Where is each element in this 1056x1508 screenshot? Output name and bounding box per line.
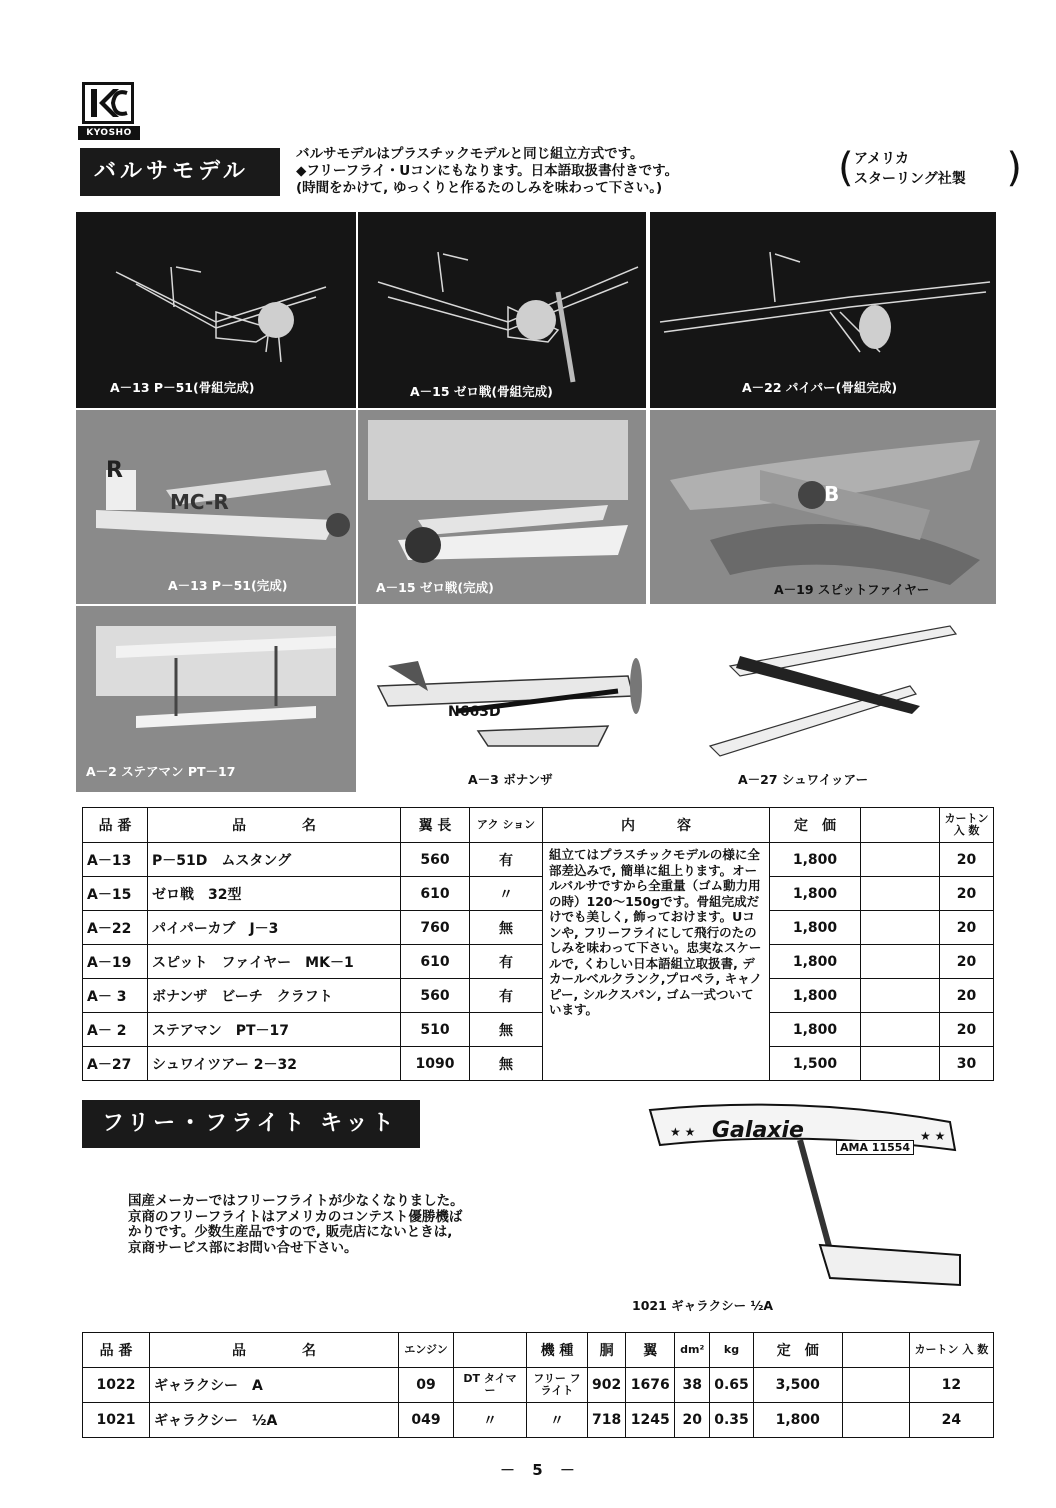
roundel-letter: B — [824, 482, 840, 506]
airplane-image — [358, 606, 648, 766]
cell-carton: 20 — [940, 843, 994, 877]
glider-image — [650, 606, 996, 766]
cell-span: 560 — [401, 843, 470, 877]
table-row — [83, 877, 994, 911]
cell-name: ステアマン PT－17 — [148, 1013, 401, 1047]
galaxie-image — [640, 1100, 980, 1290]
ama-number: AMA 11554 — [836, 1140, 914, 1155]
photo-bonanza — [358, 606, 648, 792]
airplane-frame-image — [358, 212, 646, 408]
section-title-free-flight: フリー・フライト キット — [82, 1100, 420, 1148]
cell-action: 無 — [470, 1047, 543, 1081]
cell-fuselage: 718 — [588, 1403, 626, 1438]
photo-caption: A－22 パイパー(骨組完成) — [742, 380, 898, 395]
cell-carton: 20 — [940, 945, 994, 979]
intro-line: バルサモデルはプラスチックモデルと同じ組立方式です。 — [296, 146, 644, 162]
photo-caption: A－13 P－51(完成) — [168, 578, 288, 593]
cell-price: 1,800 — [753, 1403, 842, 1438]
svg-text:★ ★: ★ ★ — [920, 1129, 946, 1143]
cell-blank — [861, 877, 940, 911]
airplane-image — [650, 410, 996, 604]
balsa-intro — [296, 146, 816, 197]
galaxie-wing-name: Galaxie — [712, 1118, 804, 1143]
col-header: 翼 長 — [401, 808, 470, 843]
text-line: かりです。少数生産品ですので, 販売店にないときは, — [128, 1224, 453, 1240]
cell-name: ギャラクシー A — [150, 1368, 399, 1403]
photo-caption: A－15 ゼロ戦(骨組完成) — [410, 384, 553, 399]
cell-code: 1021 — [83, 1403, 150, 1438]
cell-span: 610 — [401, 877, 470, 911]
cell-price: 1,800 — [770, 911, 861, 945]
maker-country: アメリカ — [854, 151, 910, 167]
free-flight-table — [82, 1332, 994, 1438]
cell-carton: 20 — [940, 877, 994, 911]
cell-price: 1,800 — [770, 979, 861, 1013]
col-header: kg — [710, 1333, 754, 1368]
registration: N663D — [448, 704, 501, 720]
logo-word: KYOSHO — [78, 126, 140, 140]
col-header — [842, 1333, 909, 1368]
balsa-kit-table — [82, 807, 994, 1081]
photo-spitfire — [650, 410, 996, 604]
cell-engine: 09 — [399, 1368, 454, 1403]
cell-action: 無 — [470, 911, 543, 945]
cell-code: A－13 — [83, 843, 148, 877]
cell-price: 1,500 — [770, 1047, 861, 1081]
cell-price: 1,800 — [770, 877, 861, 911]
cell-code: 1022 — [83, 1368, 150, 1403]
cell-action: 有 — [470, 945, 543, 979]
cell-span: 760 — [401, 911, 470, 945]
cell-action: 有 — [470, 843, 543, 877]
photo-caption: A－13 P－51(骨組完成) — [110, 380, 255, 395]
photo-schweizer — [650, 606, 996, 792]
maker-company: スターリング社製 — [854, 171, 966, 187]
photo-caption: A－3 ボナンザ — [468, 772, 553, 787]
col-header: 品 番 — [83, 808, 148, 843]
cell-name: スピット ファイヤー MK－1 — [148, 945, 401, 979]
galaxie-caption: 1021 ギャラクシー ½A — [632, 1298, 774, 1313]
cell-price: 1,800 — [770, 843, 861, 877]
cell-price: 1,800 — [770, 945, 861, 979]
airplane-image — [358, 410, 646, 604]
free-flight-plane-image — [640, 1100, 980, 1290]
cell-blank — [842, 1368, 909, 1403]
photo-p51-frame — [76, 212, 356, 408]
col-header: エンジン — [399, 1333, 454, 1368]
photo-caption: A－2 ステアマン PT－17 — [86, 764, 236, 779]
tail-letter: R — [106, 458, 123, 483]
kyosho-logo — [78, 80, 140, 142]
cell-fuselage: 902 — [588, 1368, 626, 1403]
table-row — [83, 979, 994, 1013]
cell-name: シュワイツアー 2－32 — [148, 1047, 401, 1081]
cell-code: A－22 — [83, 911, 148, 945]
cell-weight: 0.65 — [710, 1368, 754, 1403]
cell-description: 組立てはプラスチックモデルの様に全部差込みで, 簡単に組上ります。オールバルサですから全重量（ゴム動力用の時）120～150gです。骨組完成だけでも美しく, 飾っておけます。Uコンや, フリーフライにして飛行のたのしみを味わって下さい。忠実なスケールで, くわしい日本語組立取扱書, デカールベルクランク,プロペラ, キャノピー, シルクスパン, ゴム一式ついています。 — [543, 843, 770, 1081]
cell-code: A－ 2 — [83, 1013, 148, 1047]
table-header-row — [83, 808, 994, 843]
photo-stearman — [76, 606, 356, 792]
col-header: 機 種 — [527, 1333, 588, 1368]
photo-zero-built — [358, 410, 646, 604]
col-header — [861, 808, 940, 843]
table-header-row — [83, 1333, 994, 1368]
cell-carton: 24 — [909, 1403, 993, 1438]
photo-piper-frame — [650, 212, 996, 408]
cell-code: A－19 — [83, 945, 148, 979]
intro-line: ◆フリーフライ・Uコンにもなります。日本語取扱書付きです。 — [296, 163, 679, 179]
cell-blank — [861, 911, 940, 945]
table-row — [83, 843, 994, 877]
intro-line: (時間をかけて, ゆっくりと作るたのしみを味わって下さい。) — [296, 180, 663, 196]
col-header: 品 名 — [148, 808, 401, 843]
table-row — [83, 1368, 994, 1403]
cell-span: 610 — [401, 945, 470, 979]
text-line: 京商サービス部にお問い合せ下さい。 — [128, 1239, 358, 1256]
cell-blank — [861, 1047, 940, 1081]
col-header: 内 容 — [543, 808, 770, 843]
cell-type: 〃 — [527, 1403, 588, 1438]
photo-zero-frame — [358, 212, 646, 408]
cell-blank — [842, 1403, 909, 1438]
cell-name: P－51D ムスタング — [148, 843, 401, 877]
cell-blank — [861, 979, 940, 1013]
cell-code: A－ 3 — [83, 979, 148, 1013]
photo-caption: A－15 ゼロ戦(完成) — [376, 580, 494, 595]
kc-logo-mark — [82, 82, 134, 124]
col-header: 定 価 — [753, 1333, 842, 1368]
cell-area: 20 — [675, 1403, 710, 1438]
free-flight-text — [128, 1194, 608, 1256]
col-header: 胴 — [588, 1333, 626, 1368]
col-header — [454, 1333, 527, 1368]
col-header: カートン 入 数 — [909, 1333, 993, 1368]
col-header: 翼 — [626, 1333, 675, 1368]
text-line: 国産メーカーではフリーフライトが少なくなりました。 — [128, 1193, 464, 1209]
cell-name: ゼロ戦 32型 — [148, 877, 401, 911]
cell-carton: 20 — [940, 1013, 994, 1047]
cell-name: ボナンザ ビーチ クラフト — [148, 979, 401, 1013]
col-header: dm² — [675, 1333, 710, 1368]
cell-blank — [861, 843, 940, 877]
cell-carton: 12 — [909, 1368, 993, 1403]
cell-carton: 20 — [940, 911, 994, 945]
cell-action: 〃 — [470, 877, 543, 911]
col-header: 品 名 — [150, 1333, 399, 1368]
cell-carton: 20 — [940, 979, 994, 1013]
cell-price: 1,800 — [770, 1013, 861, 1047]
cell-action: 有 — [470, 979, 543, 1013]
table-row — [83, 945, 994, 979]
table-row — [83, 1403, 994, 1438]
cell-area: 38 — [675, 1368, 710, 1403]
photo-p51-built — [76, 410, 356, 604]
svg-text:★ ★: ★ ★ — [670, 1125, 696, 1139]
cell-span: 510 — [401, 1013, 470, 1047]
cell-blank — [861, 945, 940, 979]
photo-caption: A－27 シュワイッアー — [738, 772, 869, 787]
cell-timer: 〃 — [454, 1403, 527, 1438]
cell-name: ギャラクシー ½A — [150, 1403, 399, 1438]
cell-action: 無 — [470, 1013, 543, 1047]
cell-price: 3,500 — [753, 1368, 842, 1403]
page-number: － 5 － — [500, 1461, 581, 1479]
cell-name: パイパーカブ J－3 — [148, 911, 401, 945]
cell-wing: 1676 — [626, 1368, 675, 1403]
text-line: 京商のフリーフライトはアメリカのコンテスト優勝機ば — [128, 1208, 463, 1225]
table-row — [83, 1013, 994, 1047]
cell-blank — [861, 1013, 940, 1047]
cell-carton: 30 — [940, 1047, 994, 1081]
cell-code: A－27 — [83, 1047, 148, 1081]
cell-timer: DT タイマー — [454, 1368, 527, 1403]
section-title-balsa: バルサモデル — [80, 148, 280, 196]
cell-engine: 049 — [399, 1403, 454, 1438]
col-header: アク ション — [470, 808, 543, 843]
cell-wing: 1245 — [626, 1403, 675, 1438]
cell-span: 1090 — [401, 1047, 470, 1081]
col-header: カートン 入 数 — [940, 808, 994, 843]
cell-code: A－15 — [83, 877, 148, 911]
maker-note: ( アメリカ スターリング社製 ) — [838, 145, 1022, 191]
photo-caption: A－19 スピットファイヤー — [774, 582, 930, 597]
cell-type: フリー フライト — [527, 1368, 588, 1403]
table-row — [83, 911, 994, 945]
table-row — [83, 1047, 994, 1081]
cell-weight: 0.35 — [710, 1403, 754, 1438]
cell-span: 560 — [401, 979, 470, 1013]
col-header: 定 価 — [770, 808, 861, 843]
col-header: 品 番 — [83, 1333, 150, 1368]
fuselage-code: MC-R — [170, 490, 229, 514]
